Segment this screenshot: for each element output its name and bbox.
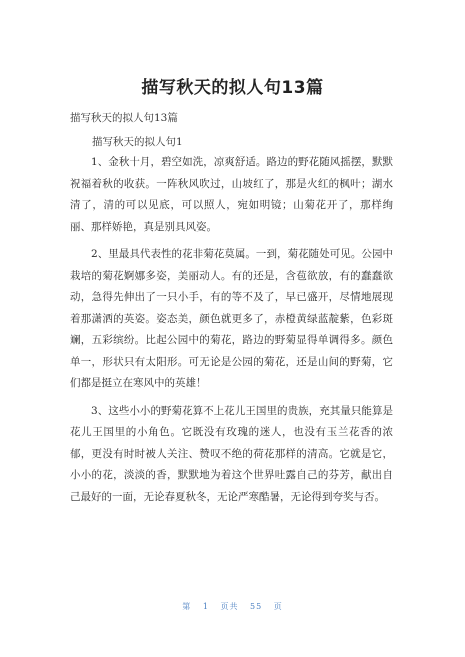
paragraph-3: 3、这些小小的野菊花算不上花儿王国里的贵族，充其量只能算是花儿王国里的小角色。它既没有玫瑰的迷人，也没有玉兰花香的浓郁，更没有时时被人关注、赞叹不绝的荷花那样的清高。它就是它，小小的花，淡淡的香，默默地为着这个世界吐露自己的芬芳，献出自己最好的一面，无论春夏秋冬，无论严寒酷暑，无论得到夸奖与否。	[70, 404, 393, 503]
document-title: 描写秋天的拟人句13篇	[141, 78, 324, 98]
paragraph-2: 2、里最具代表性的花非菊花莫属。一到，菊花随处可见。公园中栽培的菊花婀娜多姿，美丽动人。有的还是，含苞欲放，有的蠢蠢欲动，急得先伸出了一只小手，有的等不及了，早已盛开，尽情地展现着那潇洒的英姿。姿态美，颜色就更多了，赤橙黄绿蓝靛紫，色彩斑斓，五彩缤纷。比起公园中的菊花，路边的野菊显得单调得多。颜色单一，形状只有太阳形。可无论是公园的菊花，还是山间的野菊，它们都是挺立在寒风中的英雄！	[70, 248, 393, 389]
document-subtitle: 描写秋天的拟人句13篇	[70, 112, 178, 124]
body-text	[70, 152, 393, 514]
paragraph-1: 1、金秋十月，碧空如洗，凉爽舒适。路边的野花随风摇摆，默默祝福着秋的收获。一阵秋风吹过，山坡红了，那是火红的枫叶；湖水清了，清的可以见底，可以照人，宛如明镜；山菊花开了，那样绚丽、那样娇艳，真是别具风姿。	[70, 156, 393, 233]
footer-suffix: 页	[273, 602, 283, 611]
section-heading: 描写秋天的拟人句1	[92, 136, 183, 148]
page-footer	[0, 601, 465, 612]
footer-prefix: 第	[182, 602, 192, 611]
footer-page-number: 1	[202, 602, 209, 611]
footer-middle: 页共	[220, 602, 239, 611]
footer-total-pages: 55	[250, 602, 263, 611]
